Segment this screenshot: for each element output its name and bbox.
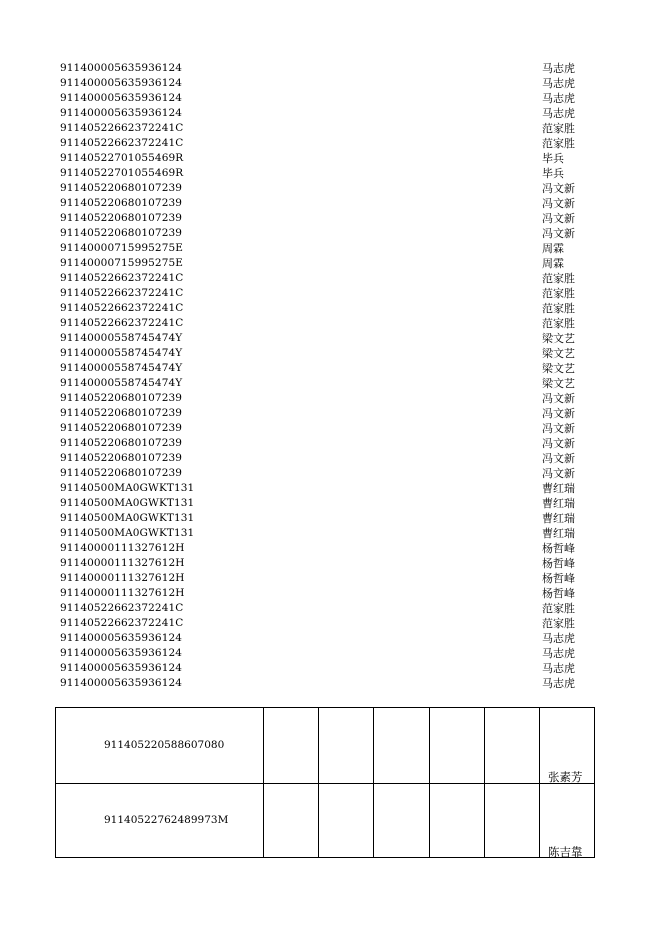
list-item [0,466,662,481]
credit-code: 911405220680107239 [60,182,183,194]
column-divider [263,708,264,857]
credit-code: 91140522662372241C [60,122,184,134]
person-name: 毕兵 [542,167,564,180]
list-item [0,106,662,121]
person-name: 杨哲峰 [542,572,575,585]
person-name-cell: 陈吉靠 [548,845,583,859]
credit-code: 911400005635936124 [60,677,183,689]
list-item [0,331,662,346]
credit-code: 91140522662372241C [60,602,184,614]
credit-code: 91140500MA0GWKT131 [60,527,195,539]
credit-code: 91140522662372241C [60,287,184,299]
list-item [0,316,662,331]
person-name: 马志虎 [542,677,575,690]
list-item [0,151,662,166]
credit-code: 911405220680107239 [60,452,183,464]
person-name: 冯文新 [542,227,575,240]
person-name: 冯文新 [542,407,575,420]
person-name: 马志虎 [542,647,575,660]
credit-code: 911400005635936124 [60,62,183,74]
person-name: 梁文艺 [542,347,575,360]
table-row [56,708,594,784]
list-item [0,226,662,241]
person-name: 范家胜 [542,317,575,330]
credit-code: 911400005635936124 [60,662,183,674]
credit-code: 911400005635936124 [60,92,183,104]
list-item [0,376,662,391]
person-name: 冯文新 [542,467,575,480]
list-item [0,271,662,286]
credit-code: 911400005635936124 [60,77,183,89]
credit-code: 91140522662372241C [60,302,184,314]
credit-code: 91140000715995275E [60,257,184,269]
person-name: 曹红瑞 [542,527,575,540]
credit-code-cell: 91140522762489973M [104,814,229,826]
credit-code: 91140000111327612H [60,572,185,584]
table-row [56,783,594,858]
list-item [0,406,662,421]
credit-code: 91140000558745474Y [60,332,183,344]
credit-code: 91140000111327612H [60,557,185,569]
column-divider [484,708,485,857]
list-item [0,346,662,361]
list-item [0,301,662,316]
list-item [0,136,662,151]
person-name: 范家胜 [542,617,575,630]
credit-code: 91140522701055469R [60,167,184,179]
credit-code: 911400005635936124 [60,647,183,659]
person-name: 杨哲峰 [542,557,575,570]
credit-code: 91140500MA0GWKT131 [60,497,195,509]
list-item [0,61,662,76]
list-item [0,421,662,436]
credit-code: 911400005635936124 [60,107,183,119]
list-item [0,256,662,271]
person-name: 梁文艺 [542,377,575,390]
person-name: 范家胜 [542,122,575,135]
bordered-table [55,707,595,858]
credit-code: 91140522662372241C [60,137,184,149]
person-name: 范家胜 [542,602,575,615]
credit-code: 911405220680107239 [60,197,183,209]
credit-code: 911405220680107239 [60,392,183,404]
column-divider [539,708,540,857]
list-item [0,121,662,136]
person-name: 周霖 [542,242,564,255]
credit-code: 911405220680107239 [60,407,183,419]
list-item [0,211,662,226]
list-item [0,181,662,196]
credit-code: 91140000558745474Y [60,377,183,389]
list-item [0,391,662,406]
person-name: 马志虎 [542,92,575,105]
credit-code: 91140500MA0GWKT131 [60,512,195,524]
credit-code: 91140000111327612H [60,542,185,554]
list-item [0,76,662,91]
credit-code: 91140522701055469R [60,152,184,164]
person-name: 马志虎 [542,62,575,75]
list-item [0,586,662,601]
credit-code: 91140522662372241C [60,617,184,629]
person-name: 曹红瑞 [542,497,575,510]
credit-code: 91140522662372241C [60,272,184,284]
list-item [0,286,662,301]
person-name: 冯文新 [542,212,575,225]
person-name-cell: 张素芳 [548,770,583,784]
credit-code: 91140000715995275E [60,242,184,254]
list-item [0,556,662,571]
list-item [0,196,662,211]
list-item [0,436,662,451]
list-item [0,646,662,661]
credit-code: 911405220680107239 [60,227,183,239]
credit-code: 91140000111327612H [60,587,185,599]
person-name: 范家胜 [542,272,575,285]
credit-code: 91140522662372241C [60,317,184,329]
credit-code-cell: 911405220588607080 [104,739,225,751]
person-name: 马志虎 [542,77,575,90]
list-item [0,451,662,466]
credit-code: 911405220680107239 [60,437,183,449]
person-name: 马志虎 [542,662,575,675]
person-name: 曹红瑞 [542,482,575,495]
list-item [0,361,662,376]
list-item [0,541,662,556]
list-item [0,631,662,646]
list-item [0,661,662,676]
list-item [0,511,662,526]
credit-code: 911405220680107239 [60,467,183,479]
credit-code: 911405220680107239 [60,212,183,224]
list-item [0,241,662,256]
record-list [0,61,662,691]
person-name: 冯文新 [542,182,575,195]
list-item [0,91,662,106]
person-name: 马志虎 [542,107,575,120]
column-divider [429,708,430,857]
person-name: 冯文新 [542,452,575,465]
credit-code: 911405220680107239 [60,422,183,434]
person-name: 梁文艺 [542,332,575,345]
person-name: 冯文新 [542,437,575,450]
credit-code: 91140000558745474Y [60,347,183,359]
person-name: 杨哲峰 [542,542,575,555]
list-item [0,166,662,181]
person-name: 范家胜 [542,137,575,150]
list-item [0,481,662,496]
credit-code: 911400005635936124 [60,632,183,644]
column-divider [373,708,374,857]
list-item [0,601,662,616]
credit-code: 91140500MA0GWKT131 [60,482,195,494]
list-item [0,676,662,691]
credit-code: 91140000558745474Y [60,362,183,374]
person-name: 毕兵 [542,152,564,165]
person-name: 冯文新 [542,197,575,210]
person-name: 曹红瑞 [542,512,575,525]
person-name: 周霖 [542,257,564,270]
person-name: 杨哲峰 [542,587,575,600]
list-item [0,526,662,541]
list-item [0,616,662,631]
column-divider [318,708,319,857]
list-item [0,496,662,511]
person-name: 马志虎 [542,632,575,645]
person-name: 梁文艺 [542,362,575,375]
person-name: 冯文新 [542,422,575,435]
list-item [0,571,662,586]
person-name: 冯文新 [542,392,575,405]
person-name: 范家胜 [542,302,575,315]
person-name: 范家胜 [542,287,575,300]
